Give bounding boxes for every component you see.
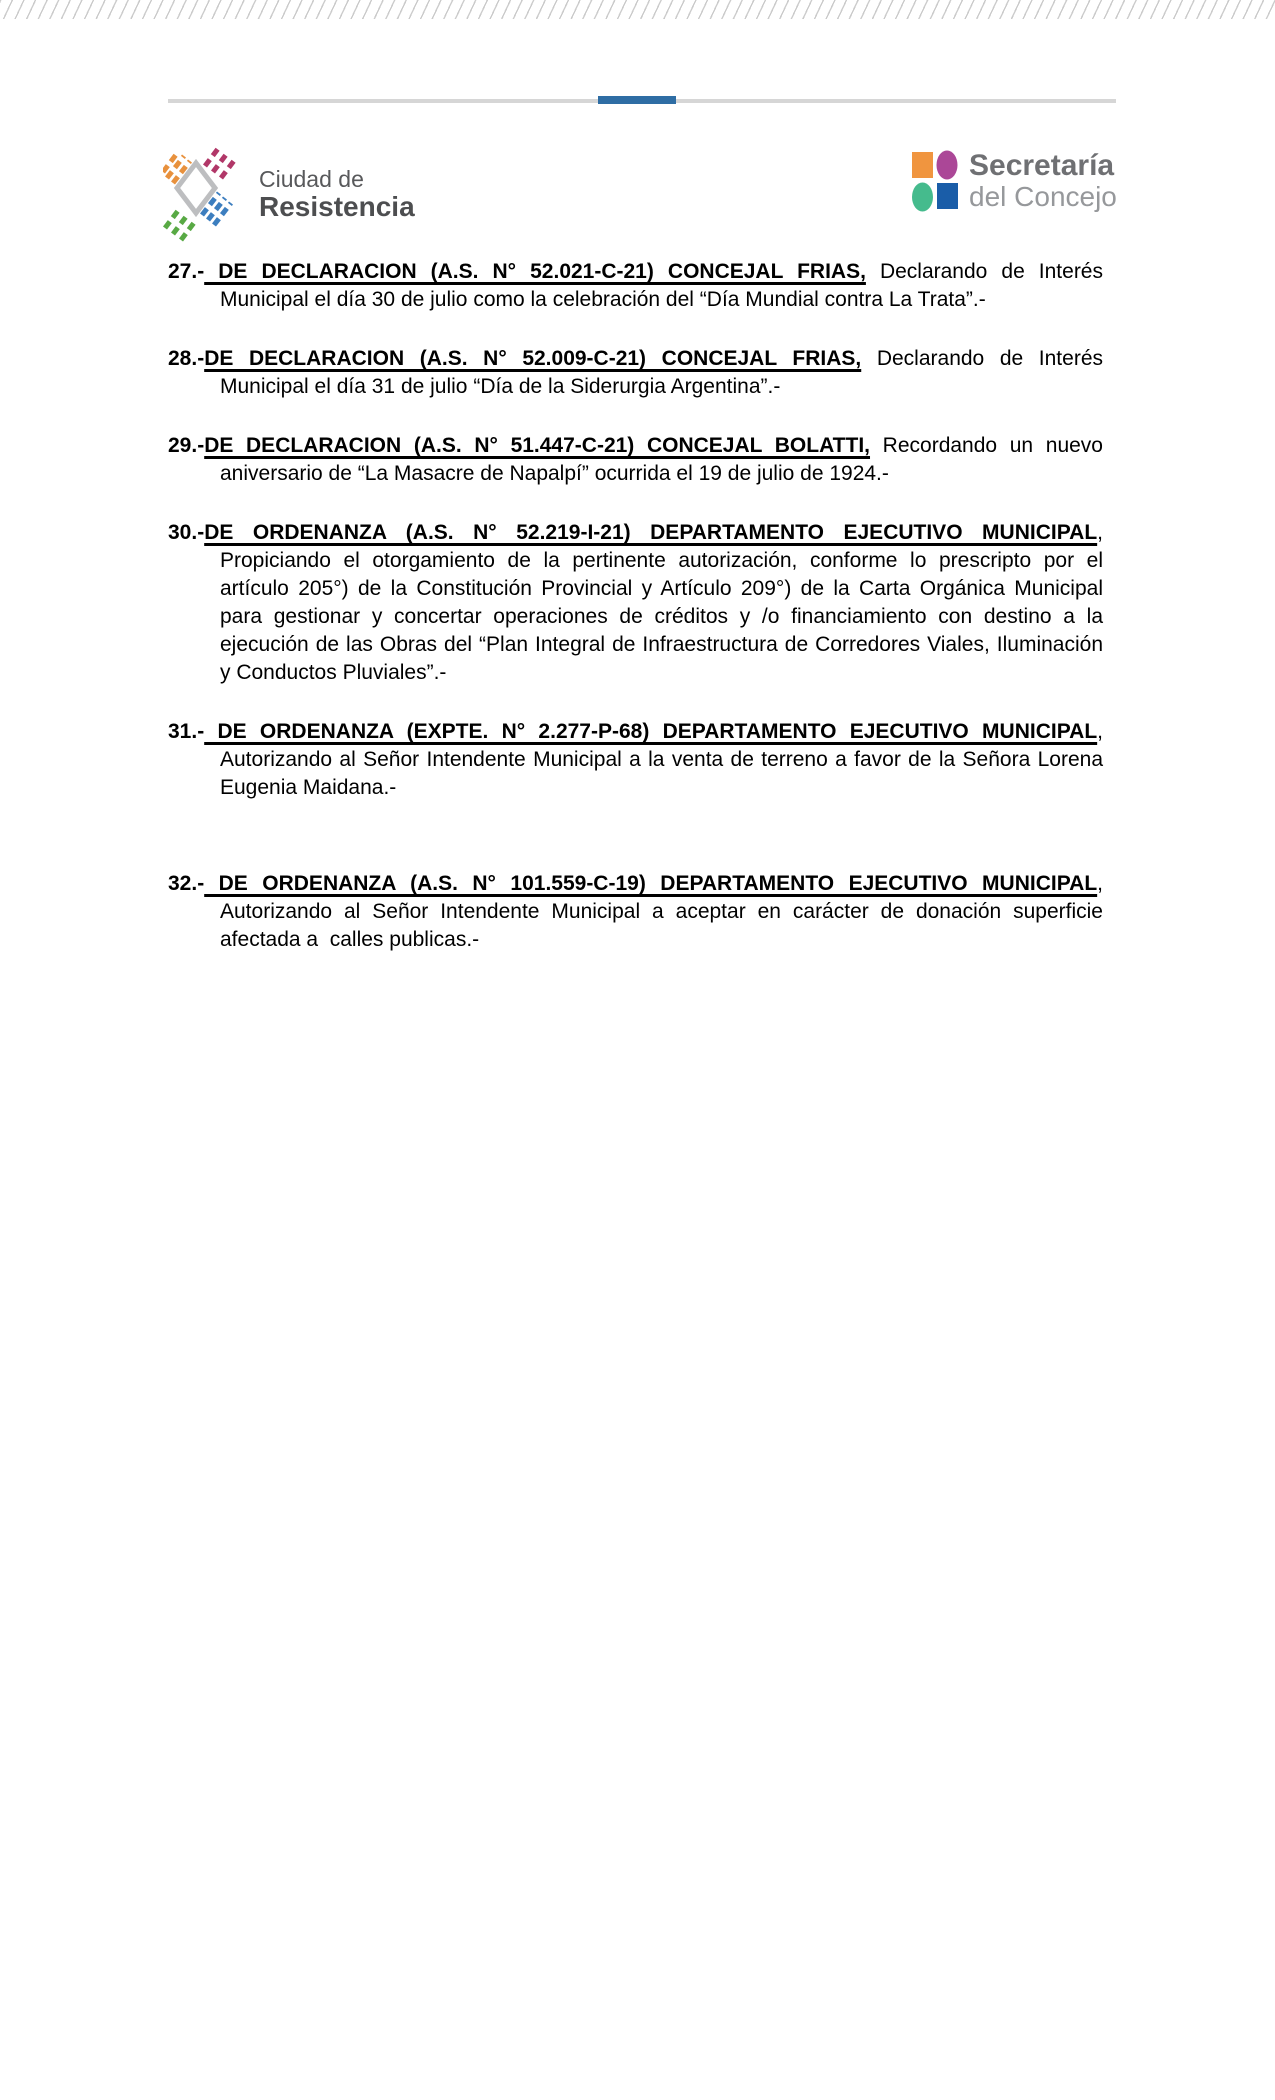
decorative-stripes xyxy=(0,0,1275,19)
item-body: Recordando un nuevo aniversario de “La Masacre de Napalpí” ocurrida el 19 de julio de 1924.- xyxy=(220,434,1103,485)
agenda-list xyxy=(168,258,1103,985)
secretaria-shapes-logo-icon xyxy=(912,150,960,212)
secretaria-logo xyxy=(912,150,1117,212)
item-heading: DE DECLARACION (A.S. N° 52.009-C-21) CONCEJAL FRIAS, xyxy=(204,347,862,370)
secretaria-logo-line1: Secretaría xyxy=(969,149,1115,182)
item-number: 28.- xyxy=(168,347,205,370)
item-body: , Propiciando el otorgamiento de la pertinente autorización, conforme lo prescripto por el artículo 205°) de la Constitución Provincial y Artículo 209°) de la Carta Orgánica Municipal para gestionar y concertar operaciones de créditos y /o financiamiento con destino a la ejecución de las Obras del “Plan Integral de Infraestructura de Corredores Viales, Iluminación y Conductos Pluviales”.- xyxy=(220,521,1103,684)
resistencia-diamond-logo-icon xyxy=(163,138,241,250)
item-body: , Autorizando al Señor Intendente Municipal a aceptar en carácter de donación superficie afectada a calles publicas.- xyxy=(220,872,1103,951)
item-number: 30.- xyxy=(168,521,205,544)
city-logo-line1: Ciudad de xyxy=(259,166,364,192)
agenda-item xyxy=(168,718,1103,802)
item-heading: DE DECLARACION (A.S. N° 51.447-C-21) CONCEJAL BOLATTI, xyxy=(204,434,871,457)
item-heading: DE ORDENANZA (A.S. N° 101.559-C-19) DEPARTAMENTO EJECUTIVO MUNICIPAL xyxy=(204,872,1098,895)
item-body: Declarando de Interés Municipal el día 31 de julio “Día de la Siderurgia Argentina”.- xyxy=(220,347,1103,398)
agenda-item xyxy=(168,870,1103,954)
item-heading: DE DECLARACION (A.S. N° 52.021-C-21) CONCEJAL FRIAS, xyxy=(204,260,866,283)
item-heading: DE ORDENANZA (A.S. N° 52.219-I-21) DEPARTAMENTO EJECUTIVO MUNICIPAL xyxy=(204,521,1098,544)
item-number: 31.- xyxy=(168,720,205,743)
item-number: 32.- xyxy=(168,872,205,895)
item-body: Declarando de Interés Municipal el día 30 de julio como la celebración del “Día Mundial contra La Trata”.- xyxy=(220,260,1103,311)
agenda-item xyxy=(168,345,1103,401)
item-number: 27.- xyxy=(168,260,205,283)
agenda-item xyxy=(168,519,1103,687)
agenda-item xyxy=(168,258,1103,314)
item-number: 29.- xyxy=(168,434,205,457)
item-heading: DE ORDENANZA (EXPTE. N° 2.277-P-68) DEPARTAMENTO EJECUTIVO MUNICIPAL xyxy=(204,720,1098,743)
secretaria-logo-line2: del Concejo xyxy=(969,181,1117,212)
city-logo xyxy=(163,138,415,250)
agenda-item xyxy=(168,432,1103,488)
header-divider-accent xyxy=(598,96,676,104)
city-logo-line2: Resistencia xyxy=(259,191,415,222)
item-body: , Autorizando al Señor Intendente Municipal a la venta de terreno a favor de la Señora Lorena Eugenia Maidana.- xyxy=(220,720,1103,799)
